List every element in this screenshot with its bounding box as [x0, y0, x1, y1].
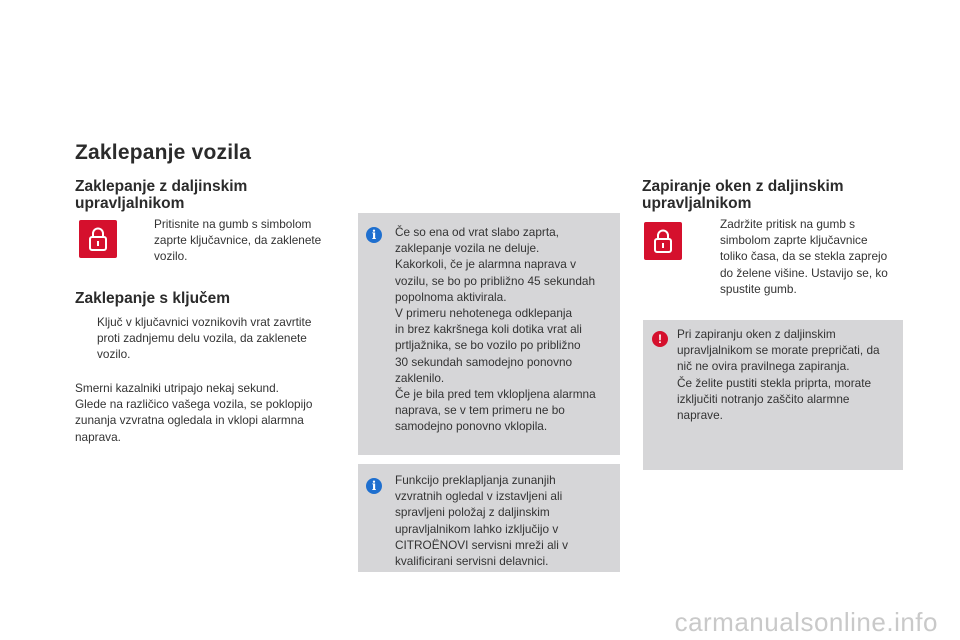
warning-box-window-closing: [643, 320, 903, 470]
info-icon: i: [366, 478, 382, 494]
section-heading-key-locking: Zaklepanje s ključem: [75, 290, 231, 307]
info-box-text: Če so ena od vrat slabo zaprta, zaklepanje vozila ne deluje. Kakorkoli, če je alarmna naprava v vozilu, se bo po približno 45 sekundah popolnoma aktivirala. V primeru nehotenega odklepanja in brez kakršnega koli dotika vrat ali prtljažnika, se bo vozilo po približno 30 sekundah samodejno ponovno zaklenilo. Če je bila pred tem vklopljena alarmna naprava, se v tem primeru ne bo samodejno ponovno vklopila.: [395, 225, 596, 434]
info-icon: i: [366, 227, 382, 243]
watermark: carmanualsonline.info: [674, 607, 938, 637]
remote-lock-button-image: [644, 222, 682, 260]
warning-box-text: Pri zapiranju oken z daljinskim upravljalnikom se morate prepričati, da nič ne ovira pravilnega zapiranja. Če želite pustiti stekla priprta, morate izključiti notranjo zaščito alarmne naprave.: [677, 327, 880, 423]
remote-locking-instruction: Pritisnite na gumb s simbolom zaprte ključavnice, da zaklenete vozilo.: [154, 217, 322, 264]
warning-icon: !: [652, 331, 668, 347]
lock-icon: [652, 228, 674, 254]
key-locking-instruction: Ključ v ključavnici voznikovih vrat zavrtite proti zadnjemu delu vozila, da zaklenete vozilo.: [97, 315, 312, 362]
remote-lock-button-image: [79, 220, 117, 258]
window-closing-instruction: Zadržite pritisk na gumb s simbolom zaprte ključavnice toliko časa, da se stekla zaprejo do želene višine. Ustavijo se, ko spustite gumb.: [720, 217, 888, 296]
info-box-text: Funkcijo preklapljanja zunanjih vzvratnih ogledal v izstavljeni ali spravljeni položaj z daljinskim upravljalnikom lahko izključijo v CITROËNOVI servisni mreži ali v kvalificirani servisni delavnici.: [395, 473, 569, 569]
page-title: Zaklepanje vozila: [75, 141, 252, 164]
lock-icon: [87, 226, 109, 252]
section-heading-remote-locking: Zaklepanje z daljinskim upravljalnikom: [75, 178, 248, 212]
key-locking-paragraph: Smerni kazalniki utripajo nekaj sekund. Glede na različico vašega vozila, se poklopijo zunanja vzvratna ogledala in vklopi alarmna naprava.: [75, 381, 313, 444]
info-box-mirror-folding: [358, 464, 620, 572]
info-box-door-locking: [358, 213, 620, 455]
section-heading-window-closing: Zapiranje oken z daljinskim upravljalnikom: [642, 178, 844, 212]
